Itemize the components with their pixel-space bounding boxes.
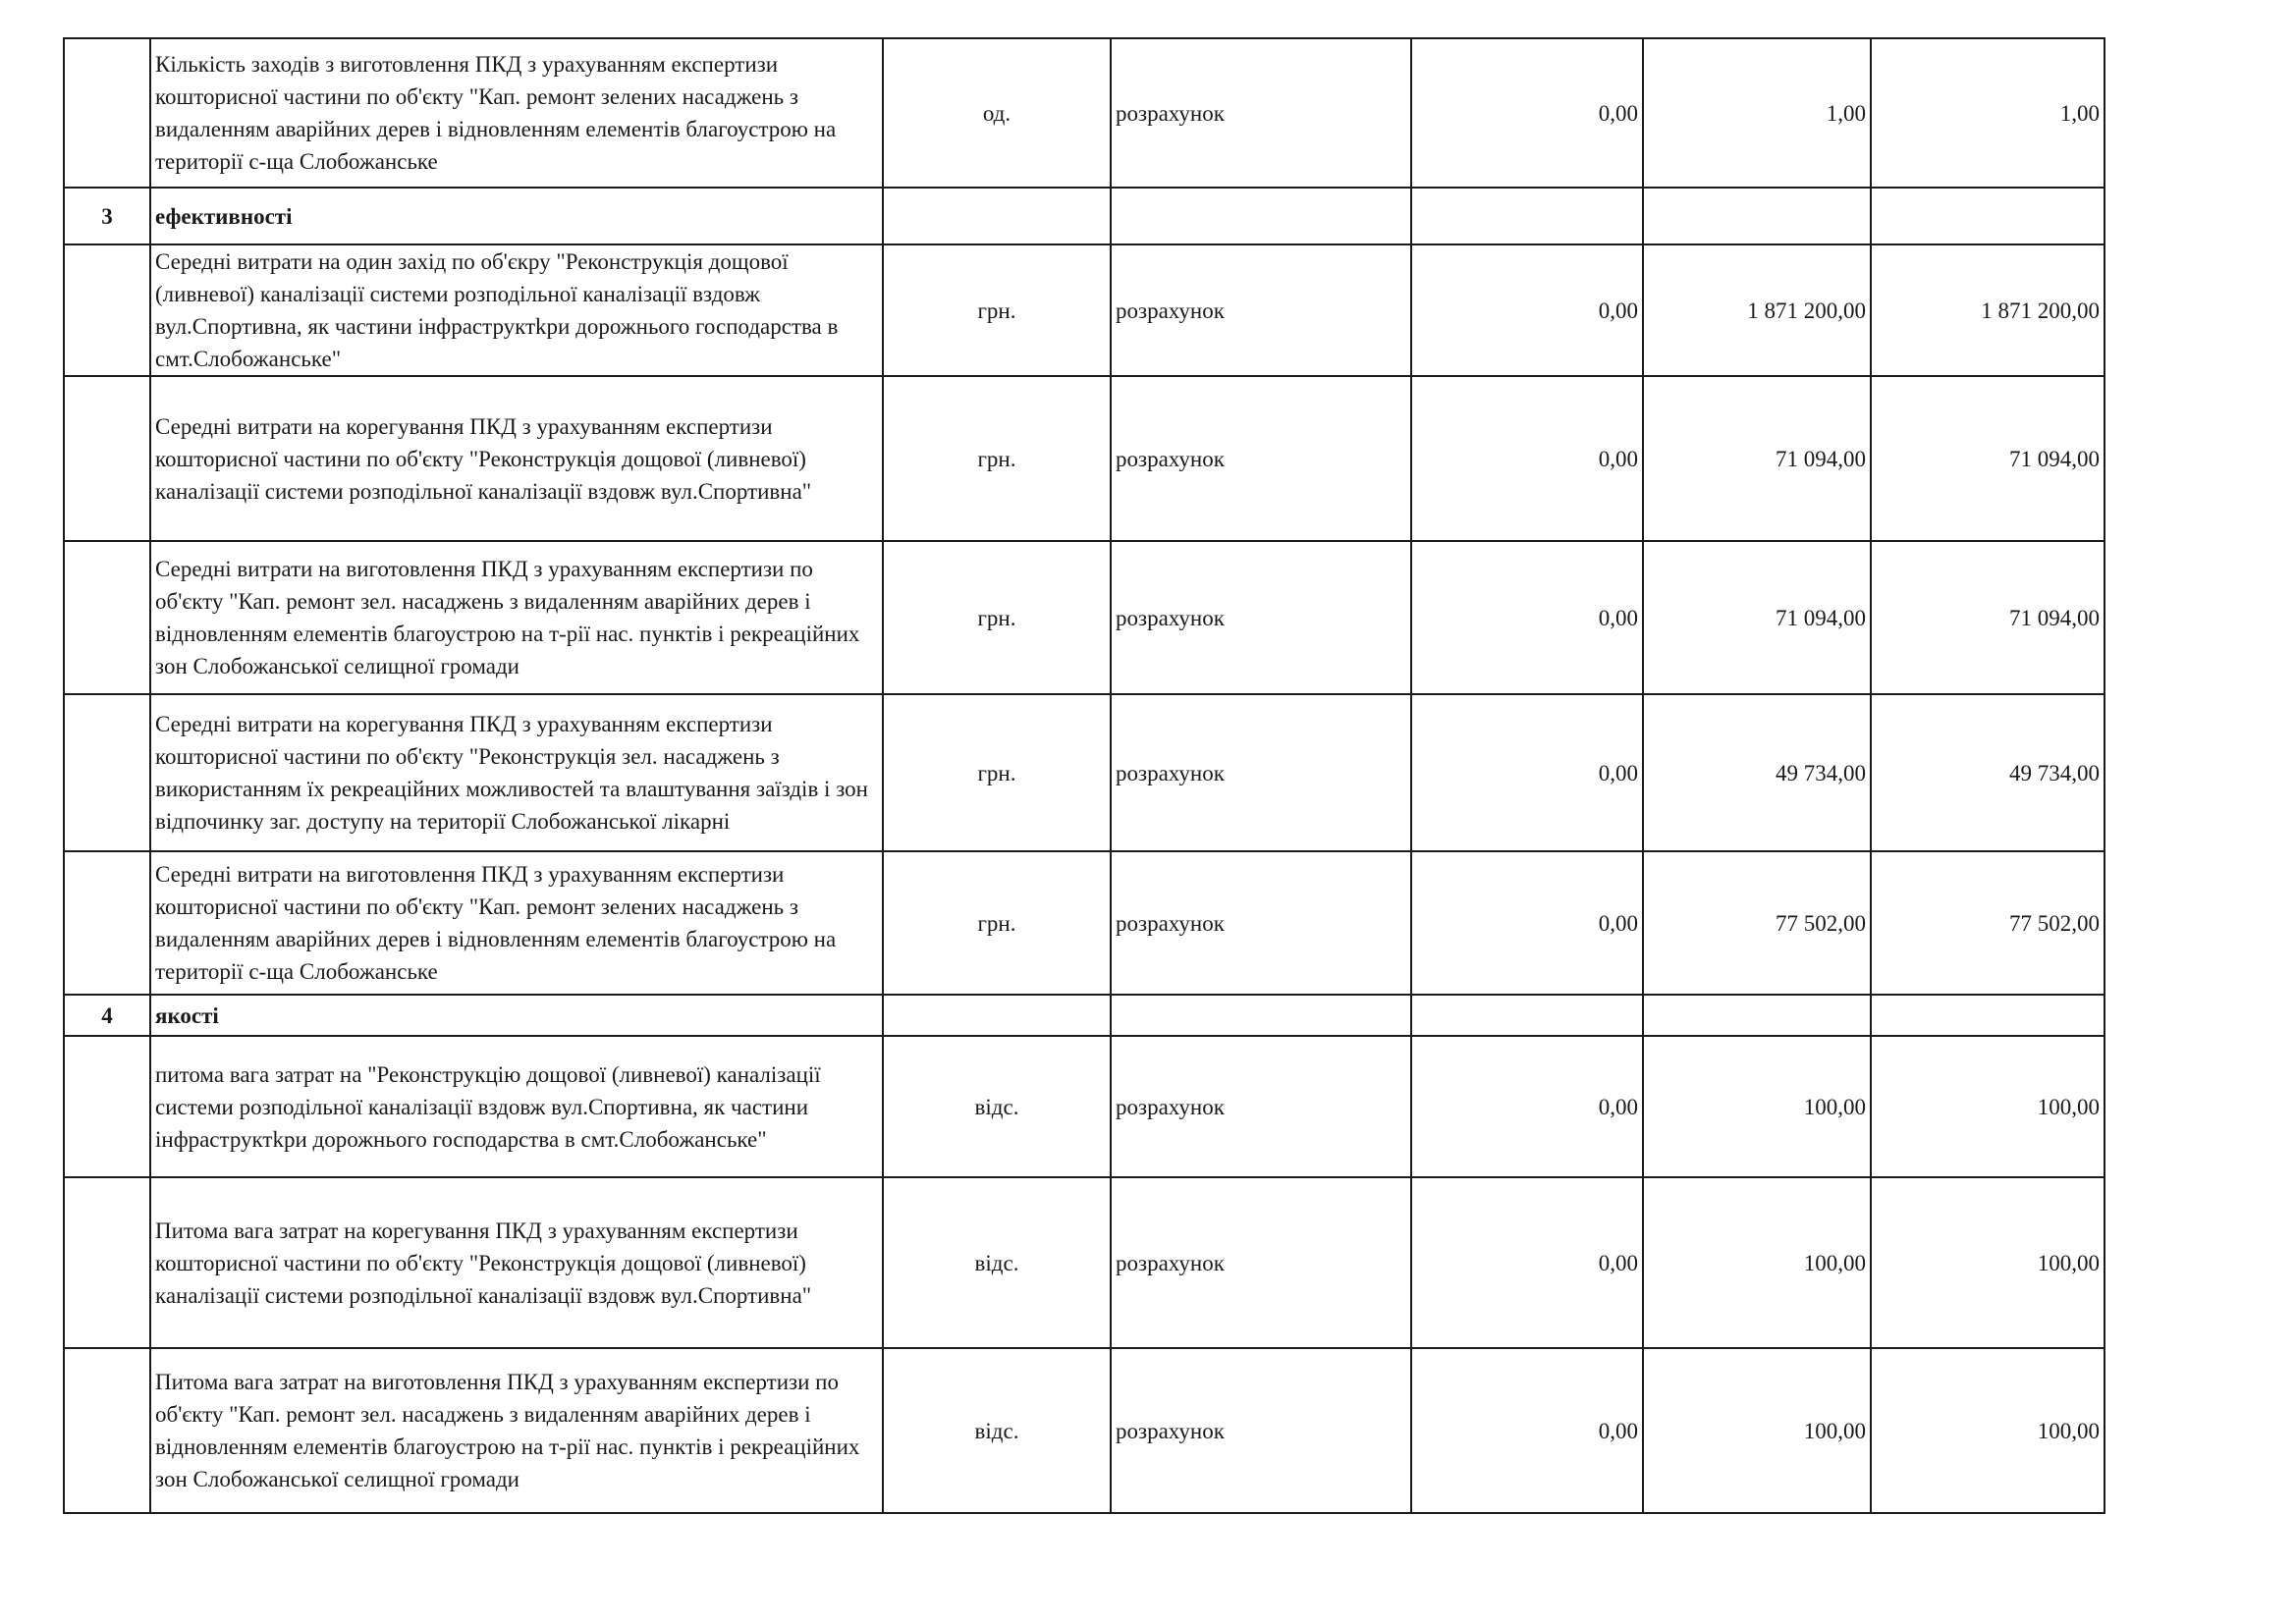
indicator-name: питома вага затрат на "Реконструкцію дощової (ливневої) каналізації системи розподільної каналізації вздовж вул.Спортивна, як частини інфраструктkри дорожнього господарства в смт.Слобожанське"	[150, 1036, 883, 1177]
table-row	[64, 1036, 2105, 1177]
unit-cell	[883, 188, 1111, 244]
value-cell: 49 734,00	[1643, 694, 1871, 851]
unit-cell: грн.	[883, 541, 1111, 694]
row-number	[64, 694, 150, 851]
source-cell: розрахунок	[1111, 851, 1411, 995]
source-cell: розрахунок	[1111, 1348, 1411, 1513]
value-cell: 77 502,00	[1871, 851, 2105, 995]
value-cell: 0,00	[1411, 694, 1643, 851]
value-cell: 1,00	[1643, 38, 1871, 188]
row-number	[64, 376, 150, 541]
value-cell	[1643, 188, 1871, 244]
source-cell: розрахунок	[1111, 694, 1411, 851]
value-cell: 0,00	[1411, 1348, 1643, 1513]
section-row	[64, 995, 2105, 1036]
unit-cell: грн.	[883, 851, 1111, 995]
row-number	[64, 541, 150, 694]
indicator-name: Середні витрати на корегування ПКД з урахуванням експертизи кошторисної частини по об'єкту "Реконструкція дощової (ливневої) каналізації системи розподільної каналізації вздовж вул.Спортивна"	[150, 376, 883, 541]
value-cell: 0,00	[1411, 541, 1643, 694]
value-cell: 49 734,00	[1871, 694, 2105, 851]
value-cell: 0,00	[1411, 38, 1643, 188]
section-number: 4	[64, 995, 150, 1036]
indicator-name: Питома вага затрат на корегування ПКД з урахуванням експертизи кошторисної частини по об'єкту "Реконструкція дощової (ливневої) каналізації системи розподільної каналізації вздовж вул.Спортивна"	[150, 1177, 883, 1348]
section-title: якості	[150, 995, 883, 1036]
table-row	[64, 38, 2105, 188]
value-cell: 100,00	[1643, 1036, 1871, 1177]
section-title: ефективності	[150, 188, 883, 244]
value-cell: 0,00	[1411, 244, 1643, 376]
indicator-name: Питома вага затрат на виготовлення ПКД з урахуванням експертизи по об'єкту "Кап. ремонт зел. насаджень з видаленням аварійних дерев і відновленням елементів благоустрою на т-рії нас. пунктів і рекреаційних зон Слобожанської селищної громади	[150, 1348, 883, 1513]
row-number	[64, 1348, 150, 1513]
indicator-name: Середні витрати на виготовлення ПКД з урахуванням експертизи кошторисної частини по об'єкту "Кап. ремонт зелених насаджень з видаленням аварійних дерев і відновленням елементів благоустрою на території с-ща Слобожанське	[150, 851, 883, 995]
value-cell: 71 094,00	[1643, 541, 1871, 694]
table-row	[64, 851, 2105, 995]
unit-cell: грн.	[883, 376, 1111, 541]
row-number	[64, 851, 150, 995]
value-cell	[1411, 188, 1643, 244]
indicators-table	[63, 37, 2105, 1514]
unit-cell: відс.	[883, 1036, 1111, 1177]
indicator-name: Середні витрати на один захід по об'єкру "Реконструкція дощової (ливневої) каналізації системи розподільної каналізації вздовж вул.Спортивна, як частини інфраструктkри дорожнього господарства в смт.Слобожанське"	[150, 244, 883, 376]
table-row	[64, 1348, 2105, 1513]
value-cell: 100,00	[1643, 1348, 1871, 1513]
value-cell: 1,00	[1871, 38, 2105, 188]
value-cell: 100,00	[1871, 1348, 2105, 1513]
source-cell: розрахунок	[1111, 376, 1411, 541]
table-row	[64, 376, 2105, 541]
value-cell	[1411, 995, 1643, 1036]
value-cell: 100,00	[1871, 1177, 2105, 1348]
source-cell: розрахунок	[1111, 1036, 1411, 1177]
value-cell: 100,00	[1643, 1177, 1871, 1348]
indicator-name: Середні витрати на корегування ПКД з урахуванням експертизи кошторисної частини по об'єкту "Реконструкція зел. насаджень з використанням їх рекреаційних можливостей та влаштування заїздів і зон відпочинку заг. доступу на території Слобожанської лікарні	[150, 694, 883, 851]
value-cell: 1 871 200,00	[1643, 244, 1871, 376]
value-cell: 0,00	[1411, 1036, 1643, 1177]
value-cell	[1871, 188, 2105, 244]
unit-cell: відс.	[883, 1177, 1111, 1348]
unit-cell: од.	[883, 38, 1111, 188]
row-number	[64, 244, 150, 376]
table-row	[64, 541, 2105, 694]
value-cell: 100,00	[1871, 1036, 2105, 1177]
indicator-name: Кількість заходів з виготовлення ПКД з урахуванням експертизи кошторисної частини по об'єкту "Кап. ремонт зелених насаджень з видаленням аварійних дерев і відновленням елементів благоустрою на території с-ща Слобожанське	[150, 38, 883, 188]
unit-cell: відс.	[883, 1348, 1111, 1513]
row-number	[64, 1036, 150, 1177]
document-page	[63, 37, 2104, 1514]
value-cell: 71 094,00	[1643, 376, 1871, 541]
value-cell	[1871, 995, 2105, 1036]
value-cell	[1643, 995, 1871, 1036]
value-cell: 1 871 200,00	[1871, 244, 2105, 376]
row-number	[64, 38, 150, 188]
table-row	[64, 694, 2105, 851]
value-cell: 77 502,00	[1643, 851, 1871, 995]
source-cell: розрахунок	[1111, 1177, 1411, 1348]
table-row	[64, 244, 2105, 376]
source-cell	[1111, 995, 1411, 1036]
unit-cell: грн.	[883, 244, 1111, 376]
value-cell: 0,00	[1411, 376, 1643, 541]
value-cell: 71 094,00	[1871, 376, 2105, 541]
value-cell: 71 094,00	[1871, 541, 2105, 694]
table-row	[64, 1177, 2105, 1348]
value-cell: 0,00	[1411, 851, 1643, 995]
source-cell: розрахунок	[1111, 38, 1411, 188]
row-number	[64, 1177, 150, 1348]
source-cell: розрахунок	[1111, 541, 1411, 694]
section-number: 3	[64, 188, 150, 244]
source-cell: розрахунок	[1111, 244, 1411, 376]
source-cell	[1111, 188, 1411, 244]
unit-cell	[883, 995, 1111, 1036]
indicator-name: Середні витрати на виготовлення ПКД з урахуванням експертизи по об'єкту "Кап. ремонт зел. насаджень з видаленням аварійних дерев і відновленням елементів благоустрою на т-рії нас. пунктів і рекреаційних зон Слобожанської селищної громади	[150, 541, 883, 694]
unit-cell: грн.	[883, 694, 1111, 851]
value-cell: 0,00	[1411, 1177, 1643, 1348]
section-row	[64, 188, 2105, 244]
